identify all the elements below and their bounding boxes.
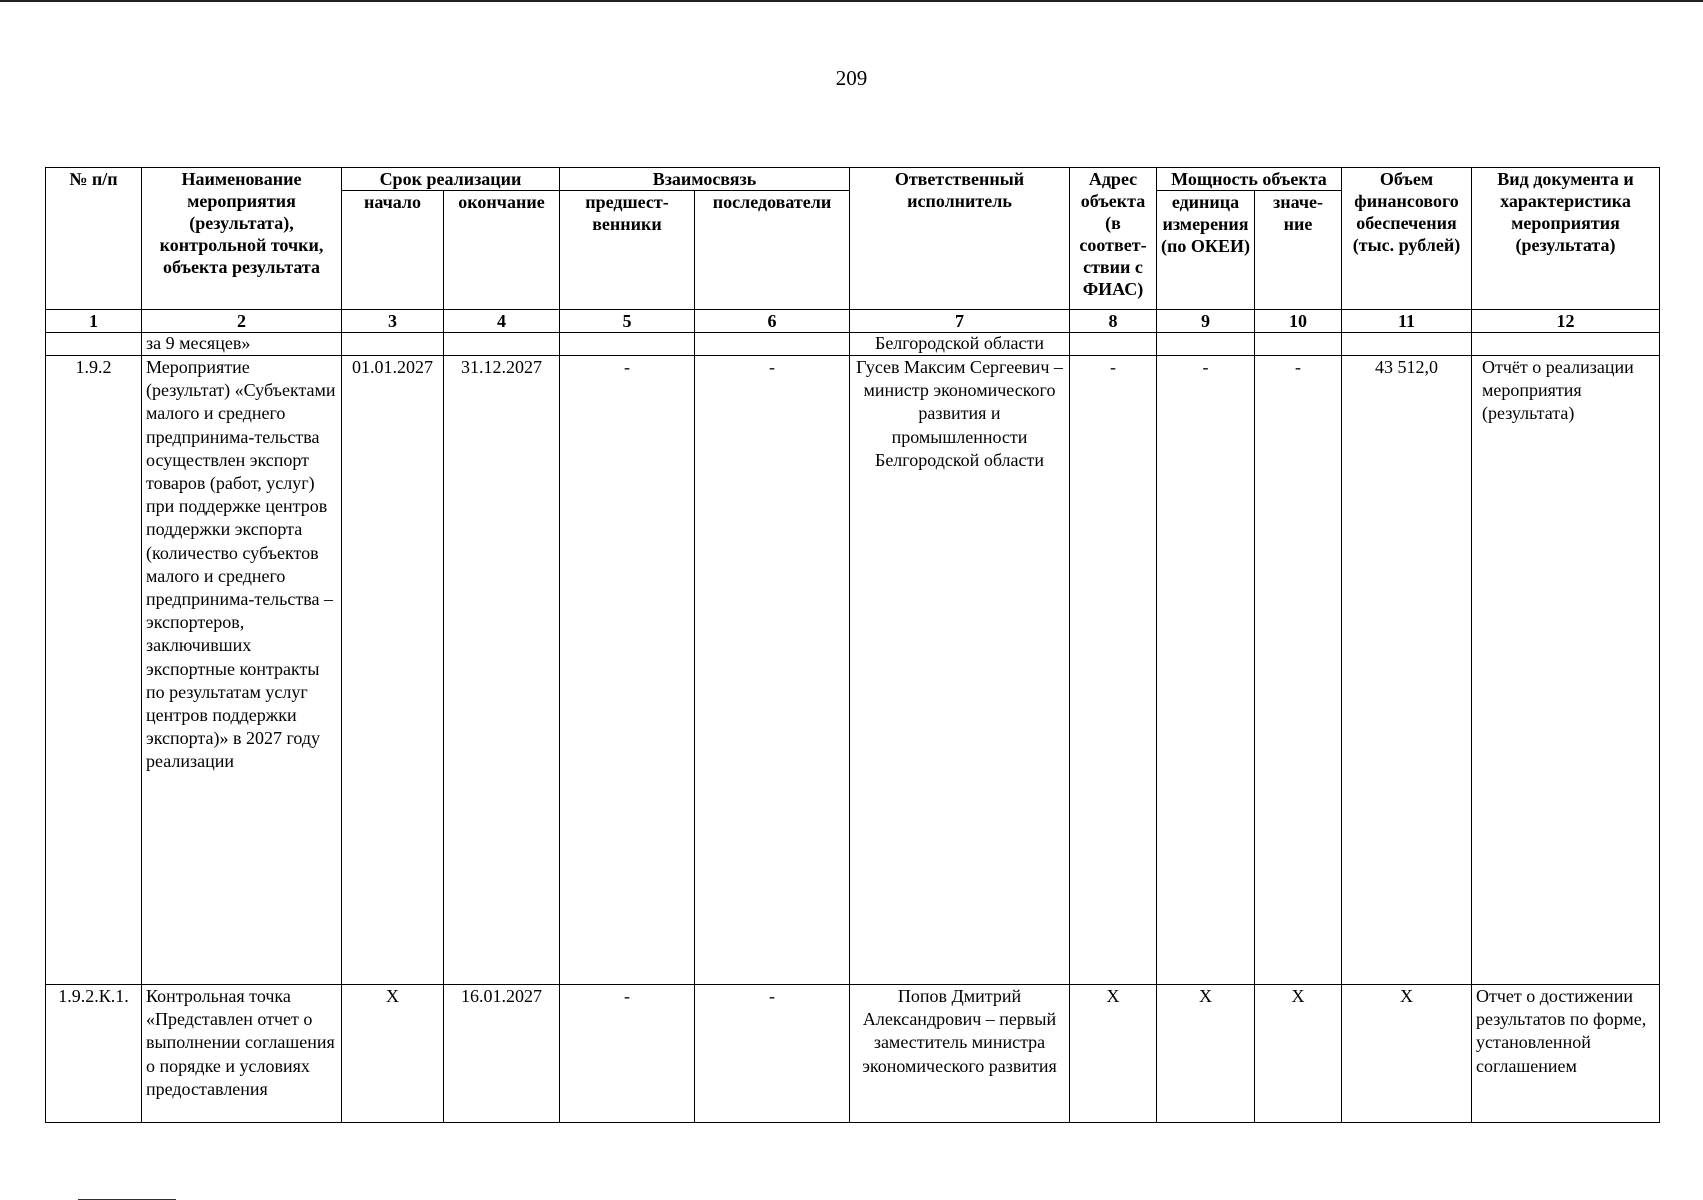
cell-address: Х (1070, 985, 1157, 1123)
table-row-continuation (46, 333, 1660, 356)
column-number: 6 (695, 310, 850, 333)
column-number: 9 (1157, 310, 1255, 333)
cell-end: 31.12.2027 (444, 356, 560, 985)
cell-next: - (695, 356, 850, 985)
cell-num: 1.9.2 (46, 356, 142, 985)
header-period: Срок реализации (342, 168, 560, 191)
top-rule (0, 0, 1703, 2)
cell-finance: Х (1342, 985, 1472, 1123)
column-number: 3 (342, 310, 444, 333)
column-numbers-row (46, 310, 1660, 333)
column-number: 10 (1255, 310, 1342, 333)
cell-start: Х (342, 985, 444, 1123)
cell-doc: Отчет о достижении результатов по форме, установленной соглашением (1472, 985, 1660, 1123)
header-num: № п/п (46, 168, 142, 310)
cell-unit (1157, 333, 1255, 356)
cell-finance (1342, 333, 1472, 356)
column-number: 2 (142, 310, 342, 333)
cell-end (444, 333, 560, 356)
cell-pred: - (560, 985, 695, 1123)
cell-num: 1.9.2.К.1. (46, 985, 142, 1123)
header-period-start: начало (342, 191, 444, 310)
column-number: 5 (560, 310, 695, 333)
cell-doc (1472, 333, 1660, 356)
header-doc: Вид документа и характеристика мероприятия (результата) (1472, 168, 1660, 310)
header-period-end: окончание (444, 191, 560, 310)
page-number: 209 (835, 66, 868, 90)
cell-name: за 9 месяцев» (142, 333, 342, 356)
column-number: 7 (850, 310, 1070, 333)
column-number: 11 (1342, 310, 1472, 333)
header-capacity-value: значе-ние (1255, 191, 1342, 310)
header-capacity-unit: единица измерения (по ОКЕИ) (1157, 191, 1255, 310)
cell-start (342, 333, 444, 356)
cell-start: 01.01.2027 (342, 356, 444, 985)
cell-name: Контрольная точка «Представлен отчет о выполнении соглашения о порядке и условиях предоставления (142, 985, 342, 1123)
header-relation-pred: предшест-венники (560, 191, 695, 310)
cell-finance: 43 512,0 (1342, 356, 1472, 985)
cell-next (695, 333, 850, 356)
table-row-1-9-2 (46, 356, 1660, 985)
cell-value: - (1255, 356, 1342, 985)
cell-unit: - (1157, 356, 1255, 985)
header-address: Адрес объекта (в соответ-ствии с ФИАС) (1070, 168, 1157, 310)
cell-pred (560, 333, 695, 356)
cell-pred: - (560, 356, 695, 985)
table-header (46, 168, 1660, 310)
header-name: Наименование мероприятия (результата), контрольной точки, объекта результата (142, 168, 342, 310)
column-number: 4 (444, 310, 560, 333)
header-relation: Взаимосвязь (560, 168, 850, 191)
column-number: 8 (1070, 310, 1157, 333)
column-number: 1 (46, 310, 142, 333)
cell-responsible: Белгородской области (850, 333, 1070, 356)
cell-unit: Х (1157, 985, 1255, 1123)
cell-end: 16.01.2027 (444, 985, 560, 1123)
cell-num (46, 333, 142, 356)
cell-value: Х (1255, 985, 1342, 1123)
cell-address: - (1070, 356, 1157, 985)
header-finance: Объем финансового обеспечения (тыс. рублей) (1342, 168, 1472, 310)
table-row-1-9-2-k-1 (46, 985, 1660, 1123)
header-responsible: Ответственный исполнитель (850, 168, 1070, 310)
cell-doc: Отчёт о реализации мероприятия (результата) (1472, 356, 1660, 985)
header-capacity: Мощность объекта (1157, 168, 1342, 191)
header-relation-next: последователи (695, 191, 850, 310)
cell-responsible: Гусев Максим Сергеевич – министр экономического развития и промышленности Белгородской области (850, 356, 1070, 985)
cell-address (1070, 333, 1157, 356)
cell-value (1255, 333, 1342, 356)
measures-table (45, 167, 1660, 1123)
cell-responsible: Попов Дмитрий Александрович – первый заместитель министра экономического развития (850, 985, 1070, 1123)
cell-name: Мероприятие (результат) «Субъектами малого и среднего предпринима-тельства осуществлен экспорт товаров (работ, услуг) при поддержке центров поддержки экспорта (количество субъектов малого и среднего предпринима-тельства – экспортеров, заключивших экспортные контракты по результатам услуг центров поддержки экспорта)» в 2027 году реализации (142, 356, 342, 985)
column-number: 12 (1472, 310, 1660, 333)
cell-next: - (695, 985, 850, 1123)
